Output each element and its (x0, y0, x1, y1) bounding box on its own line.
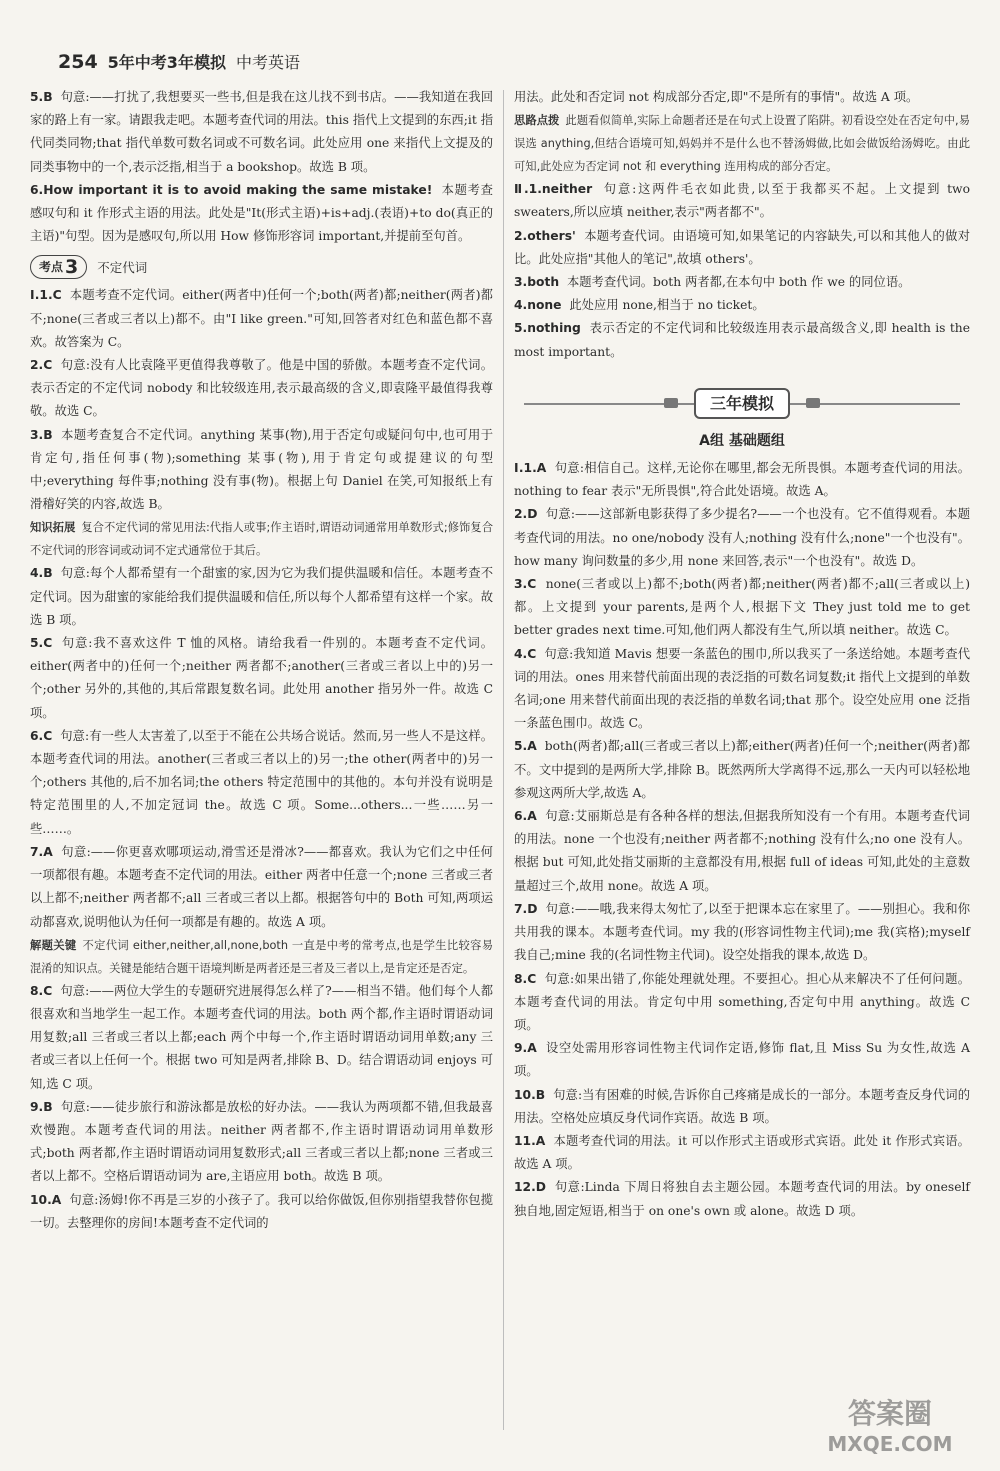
answer-item: 2.D 句意:——这部新电影获得了多少提名?——一个也没有。它不值得观看。本题考查代词的用法。no one/nobody 没有人;nothing 没有什么;none"一个也没有"。how many 询问数量的多少,用 none 来回答,表示"一个也没有"。故选 D。 (514, 507, 970, 568)
answer-item: 4.C 句意:我知道 Mavis 想要一条蓝色的围巾,所以我买了一条送给她。本题考查代词的用法。ones 用来替代前面出现的表泛指的可数名词复数;it 指代上文提到的单数名词;one 用来替代前面出现的表泛指的单数名词;that 那个。设空处应用 one 泛指一条蓝色围巾。故选 C。 (514, 646, 971, 731)
answer-item: 6.How important it is to avoid making the same mistake! 本题考查感叹句和 it 作形式主语的用法。此处是"It(形式主语)+is+adj.(表语)+to do(真正的主语)"句型。因为是感叹句,所以用 How 修饰形容词 important,并提前至句首。 (30, 182, 493, 244)
group-title: A组 基础题组 (699, 432, 785, 449)
answer-item: 2.C 句意:没有人比袁隆平更值得我尊敬了。他是中国的骄傲。本题考查不定代词。表示否定的不定代词 nobody 和比较级连用,表示最高级的含义,即袁隆平最值得我尊敬。故选 C。 (30, 358, 493, 419)
section-banner (514, 384, 970, 424)
answer-item: 7.A 句意:——你更喜欢哪项运动,滑雪还是滑冰?——都喜欢。我认为它们之中任何一项都很有趣。本题考查不定代词的用法。either 两者中任意一个;none 三者或三者以上都不;neither 两者都不;all 三者或三者以上都。根据答句中的 Both 可知,两项运动都喜欢,说明他认为任何一项都是有趣的。故选 A 项。 (30, 844, 493, 929)
page-number: 254 (58, 51, 98, 73)
answer-item: 12.D 句意:Linda 下周日将独自去主题公园。本题考查代词的用法。by oneself 独自地,固定短语,相当于 on one's own 或 alone。故选 D 项。 (514, 1180, 970, 1218)
answer-item: 6.A 句意:艾丽斯总是有各种各样的想法,但据我所知没有一个有用。本题考查代词的用法。none 一个也没有;neither 两者都不;nothing 没有什么;no one 没有人。根据 but 可知,此处指艾丽斯的主意都没有用,根据 full of ideas 可知,此处的主意数量超过三个,故用 none。故选 A 项。 (514, 809, 970, 893)
answer-item: 11.A 本题考查代词的用法。it 可以作形式主语或形式宾语。此处 it 作形式宾语。故选 A 项。 (514, 1133, 970, 1172)
tip-note: 解题关键 不定代词 either,neither,all,none,both 一直是中考的常考点,也是学生比较容易混淆的知识点。关键是能结合题干语境判断是两者还是三者及三者以上,是肯定还是否定。 (30, 938, 493, 975)
watermark-logo-icon (800, 1389, 980, 1459)
right-column (514, 86, 970, 1223)
answer-item: 4.B 句意:每个人都希望有一个甜蜜的家,因为它为我们提供温暖和信任。本题考查不定代词。因为甜蜜的家能给我们提供温暖和信任,所以每个人都希望有这样一个家。故选 B 项。 (30, 566, 493, 627)
answer-item: 3.both 本题考查代词。both 两者都,在本句中 both 作 we 的同位语。 (514, 275, 911, 290)
banner-ornament (806, 398, 820, 408)
answer-item: 5.C 句意:我不喜欢这件 T 恤的风格。请给我看一件别的。本题考查不定代词。either(两者中的)任何一个;neither 两者都不;another(三者或三者以上中的)另一个;other 另外的,其他的,其后常跟复数名词。此处用 another 指另外一件。故选 C 项。 (30, 636, 493, 720)
answer-continuation: 用法。此处和否定词 not 构成部分否定,即"不是所有的事情"。故选 A 项。 (514, 90, 919, 104)
site-watermark (800, 1389, 980, 1459)
book-title: 5年中考3年模拟 (107, 53, 226, 72)
answer-item: 8.C 句意:如果出错了,你能处理就处理。不要担心。担心从来解决不了任何问题。本题考查代词的用法。肯定句中用 something,否定句中用 anything。故选 C 项。 (514, 971, 970, 1032)
answer-item: Ⅰ.1.C 本题考查不定代词。either(两者中)任何一个;both(两者)都;neither(两者)都不;none(三者或三者以上)都不。由"I like green."可知,回答者对红色和蓝色都不喜欢。故答案为 C。 (30, 288, 493, 349)
answer-item: 4.none 此处应用 none,相当于 no ticket。 (514, 298, 765, 313)
answer-item: 8.C 句意:——两位大学生的专题研究进展得怎么样了?——相当不错。他们每个人都很喜欢和当地学生一起工作。本题考查代词的用法。both 两个都,作主语时谓语动词用复数;all 三者或三者以上都;each 两个中每一个,作主语时谓语动词用单数;any 三者或三者以上任何一个。根据 two 可知是两者,排除 B、D。结合谓语动词 enjoys 可知,选 C 项。 (30, 983, 493, 1091)
answer-item: 3.B 本题考查复合不定代词。anything 某事(物),用于否定句或疑问句中,也可用于肯定句,指任何事(物);something 某事(物),用于肯定句或提建议的句型中;everything 每件事;nothing 没有事(物)。根据上句 Daniel 在笑,可知报纸上有滑稽好笑的内容,故选 B。 (30, 427, 493, 512)
section-title: 不定代词 (97, 259, 148, 275)
subject-label: 中考英语 (235, 53, 300, 72)
answer-item: Ⅰ.1.A 句意:相信自己。这样,无论你在哪里,都会无所畏惧。本题考查代词的用法。nothing to fear 表示"无所畏惧",符合此处语境。故选 A。 (514, 461, 970, 499)
answer-item: 9.A 设空处需用形容词性物主代词作定语,修饰 flat,且 Miss Su 为女性,故选 A 项。 (514, 1041, 970, 1079)
watermark-text: 答案圈 (847, 1397, 933, 1430)
answer-item: 6.C 句意:有一些人太害羞了,以至于不能在公共场合说话。然而,另一些人不是这样。本题考查代词的用法。another(三者或三者以上的)另一;the other(两者中的)另一个;others 其他的,后不加名词;the others 特定范围中的其他的。本句并没有说明是特定范围里的人,不加定冠词 the。故选 C 项。Some...others...一些……另一些……。 (30, 728, 493, 836)
left-column (30, 86, 493, 1235)
section-badge: 考点 3 (30, 255, 87, 279)
page-header (58, 50, 300, 78)
tip-note: 知识拓展 复合不定代词的常见用法:代指人或事;作主语时,谓语动词通常用单数形式;修饰复合不定代词的形容词或动词不定式通常位于其后。 (30, 521, 493, 558)
answer-item: Ⅱ.1.neither 句意:这两件毛衣如此贵,以至于我都买不起。上文提到 two sweaters,所以应填 neither,表示"两者都不"。 (514, 182, 970, 220)
answer-item: 5.B 句意:——打扰了,我想要买一些书,但是我在这儿找不到书店。——我知道在我回家的路上有一家。请跟我走吧。本题考查代词的用法。this 指代上文提到的东西;it 指代同类同物;that 指代单数可数名词或不可数名词。此处应用 one 来指代上文提及的同类事物中的一个,表示泛指,相当于 a bookshop。故选 B 项。 (30, 90, 493, 174)
answer-item: 5.A both(两者)都;all(三者或三者以上)都;either(两者)任何一个;neither(两者)都不。文中提到的是两所大学,排除 B。既然两所大学离得不远,那么一天内可以轻松地参观这两所大学,故选 A。 (514, 739, 970, 800)
banner-title: 三年模拟 (694, 388, 790, 419)
answer-item: 3.C none(三者或以上)都不;both(两者)都;neither(两者)都不;all(三者或以上)都。上文提到 your parents,是两个人,根据下文 They just told me to get better grades next time.可知,他们两人都没有生气,所以填 neither。故选 C。 (514, 577, 970, 638)
answer-item: 7.D 句意:——哦,我来得太匆忙了,以至于把课本忘在家里了。——别担心。我和你共用我的课本。本题考查代词。my 我的(形容词性物主代词);me 我(宾格);myself 我自己;mine 我的(名词性物主代词)。设空处指我的课本,故选 D。 (514, 901, 970, 963)
column-divider (503, 90, 504, 1430)
watermark-url: MXQE.COM (827, 1432, 953, 1456)
tip-note: 思路点拨 此题看似简单,实际上命题者还是在句式上设置了陷阱。初看设空处在否定句中,易误选 anything,但结合语境可知,妈妈并不是什么也不替汤姆做,比如会做饭给汤姆吃。由此可知,此处应为否定词 not 和 everything 连用构成的部分否定。 (514, 114, 970, 174)
answer-item: 5.nothing 表示否定的不定代词和比较级连用表示最高级含义,即 health is the most important。 (514, 321, 970, 359)
answer-item: 10.A 句意:汤姆!你不再是三岁的小孩子了。我可以给你做饭,但你别指望我替你包揽一切。去整理你的房间!本题考查不定代词的 (30, 1192, 493, 1230)
answer-item: 2.others' 本题考查代词。由语境可知,如果笔记的内容缺失,可以和其他人的做对比。此处应指"其他人的笔记",故填 others'。 (514, 228, 970, 266)
answer-item: 9.B 句意:——徒步旅行和游泳都是放松的好办法。——我认为两项都不错,但我最喜欢慢跑。本题考查代词的用法。neither 两者都不,作主语时谓语动词用单数形式;both 两者都,作主语时谓语动词用复数形式;all 三者或三者以上都;none 三者或三者以上都不。空格后谓语动词为 are,主语应用 both。故选 B 项。 (30, 1099, 493, 1184)
section-heading (30, 254, 493, 280)
answer-item: 10.B 句意:当有困难的时候,告诉你自己疼痛是成长的一部分。本题考查反身代词的用法。空格处应填反身代词作宾语。故选 B 项。 (514, 1087, 970, 1125)
banner-ornament (664, 398, 678, 408)
